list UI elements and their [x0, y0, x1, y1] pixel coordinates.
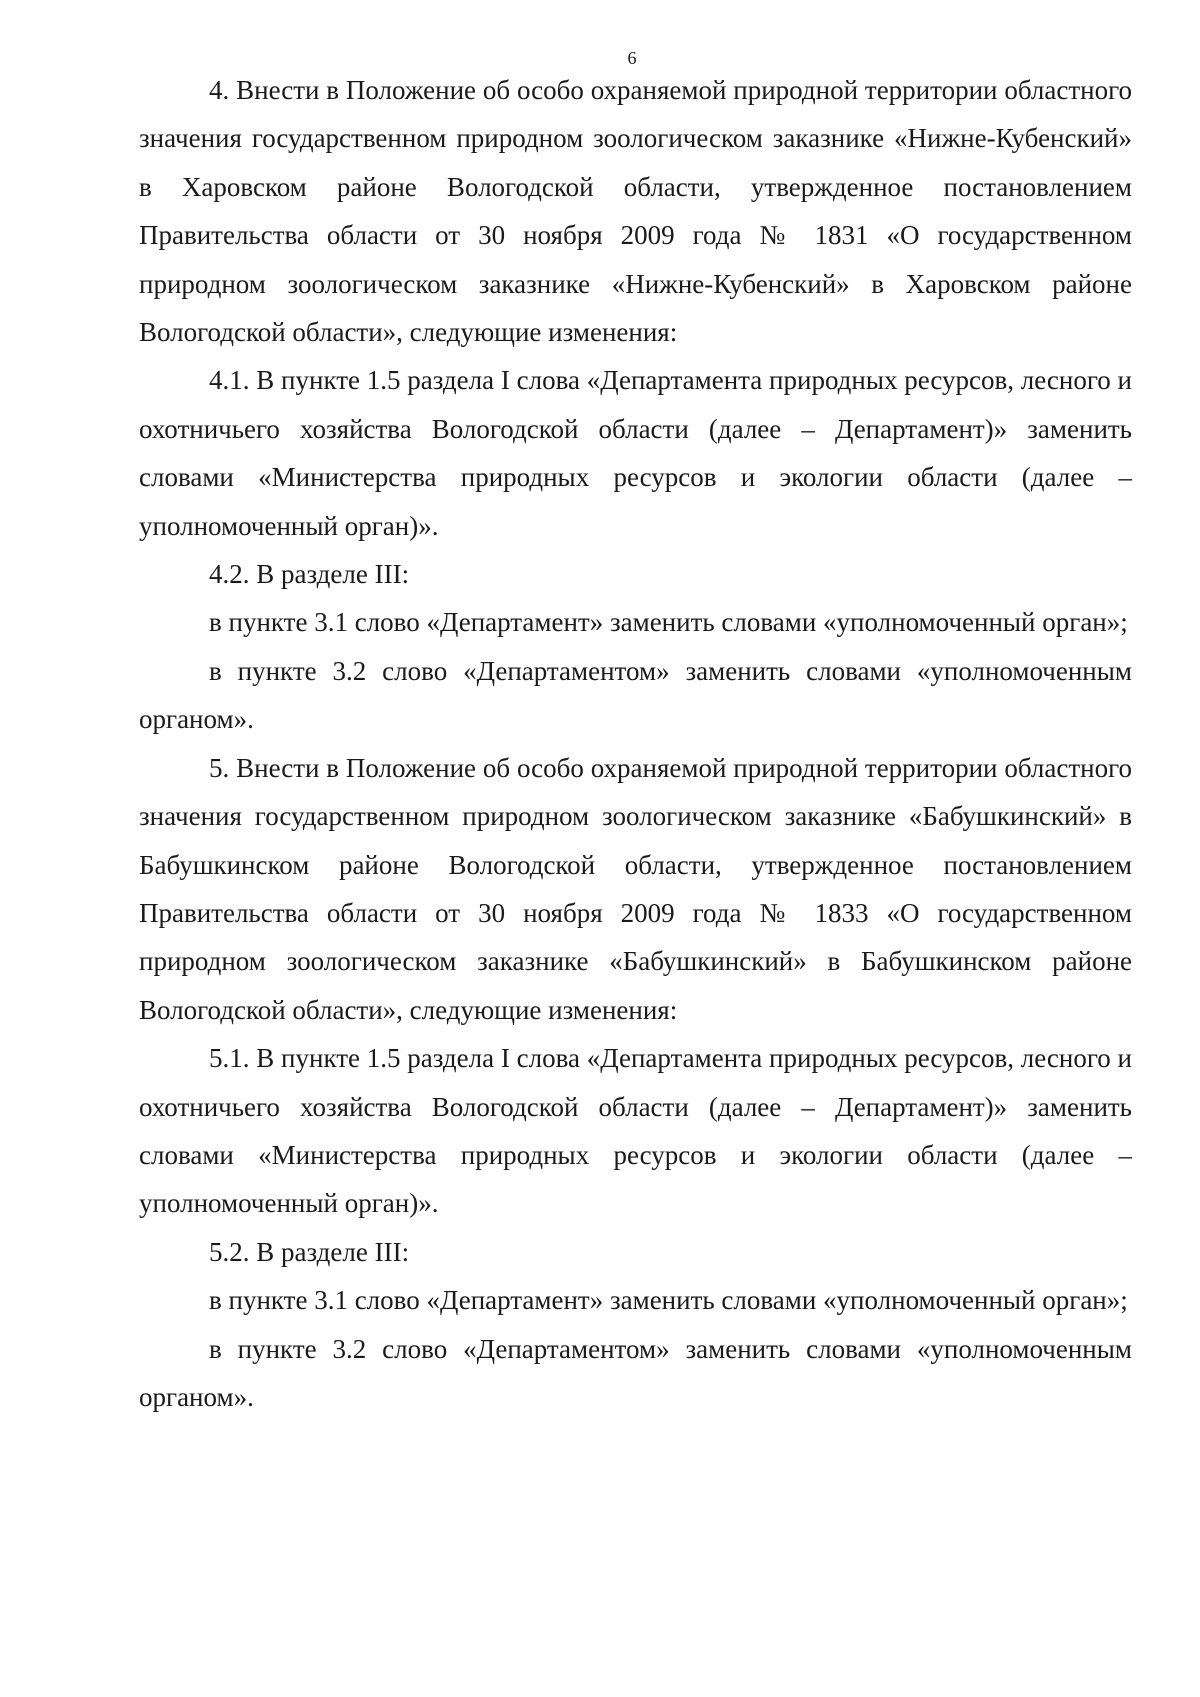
paragraph-4-1: 4.1. В пункте 1.5 раздела I слова «Департамента природных ресурсов, лесного и охотничьего хозяйства Вологодской области (далее – Департамент)» заменить словами «Министерства природных ресурсов и экологии области (далее – уполномоченный орган)».	[139, 365, 1132, 541]
paragraph-5: 5. Внести в Положение об особо охраняемой природной территории областного значения государственном природном зоологическом заказнике «Бабушкинский» в Бабушкинском районе Вологодской области, утвержденное постановлением Правительства области от 30 ноября 2009 года № 1833 «О государственном природном зоологическом заказнике «Бабушкинский» в Бабушкинском районе Вологодской области», следующие изменения:	[139, 752, 1132, 1025]
paragraph-4: 4. Внести в Положение об особо охраняемой природной территории областного значения государственном природном зоологическом заказнике «Нижне-Кубенский» в Харовском районе Вологодской области, утвержденное постановлением Правительства области от 30 ноября 2009 года № 1831 «О государственном природном зоологическом заказнике «Нижне-Кубенский» в Харовском районе Вологодской области», следующие изменения:	[139, 75, 1132, 348]
page-number: 6	[627, 48, 637, 68]
paragraph-5-1: 5.1. В пункте 1.5 раздела I слова «Департамента природных ресурсов, лесного и охотничьего хозяйства Вологодской области (далее – Департамент)» заменить словами «Министерства природных ресурсов и экологии области (далее – уполномоченный орган)».	[139, 1043, 1132, 1219]
paragraph-4-2: 4.2. В разделе III:	[209, 559, 410, 590]
paragraph-5-2: 5.2. В разделе III:	[209, 1236, 410, 1267]
paragraph-5-2-item-3-2: в пункте 3.2 слово «Департаментом» заменить словами «уполномоченным органом».	[139, 1333, 1132, 1412]
document-body	[139, 66, 1132, 1421]
paragraph-4-2-item-3-2: в пункте 3.2 слово «Департаментом» заменить словами «уполномоченным органом».	[139, 655, 1132, 735]
paragraph-5-2-item-3-1: в пункте 3.1 слово «Департамент» заменить словами «уполномоченный орган»;	[209, 1285, 1128, 1316]
paragraph-4-2-item-3-1: в пункте 3.1 слово «Департамент» заменить словами «уполномоченный орган»;	[209, 607, 1128, 638]
